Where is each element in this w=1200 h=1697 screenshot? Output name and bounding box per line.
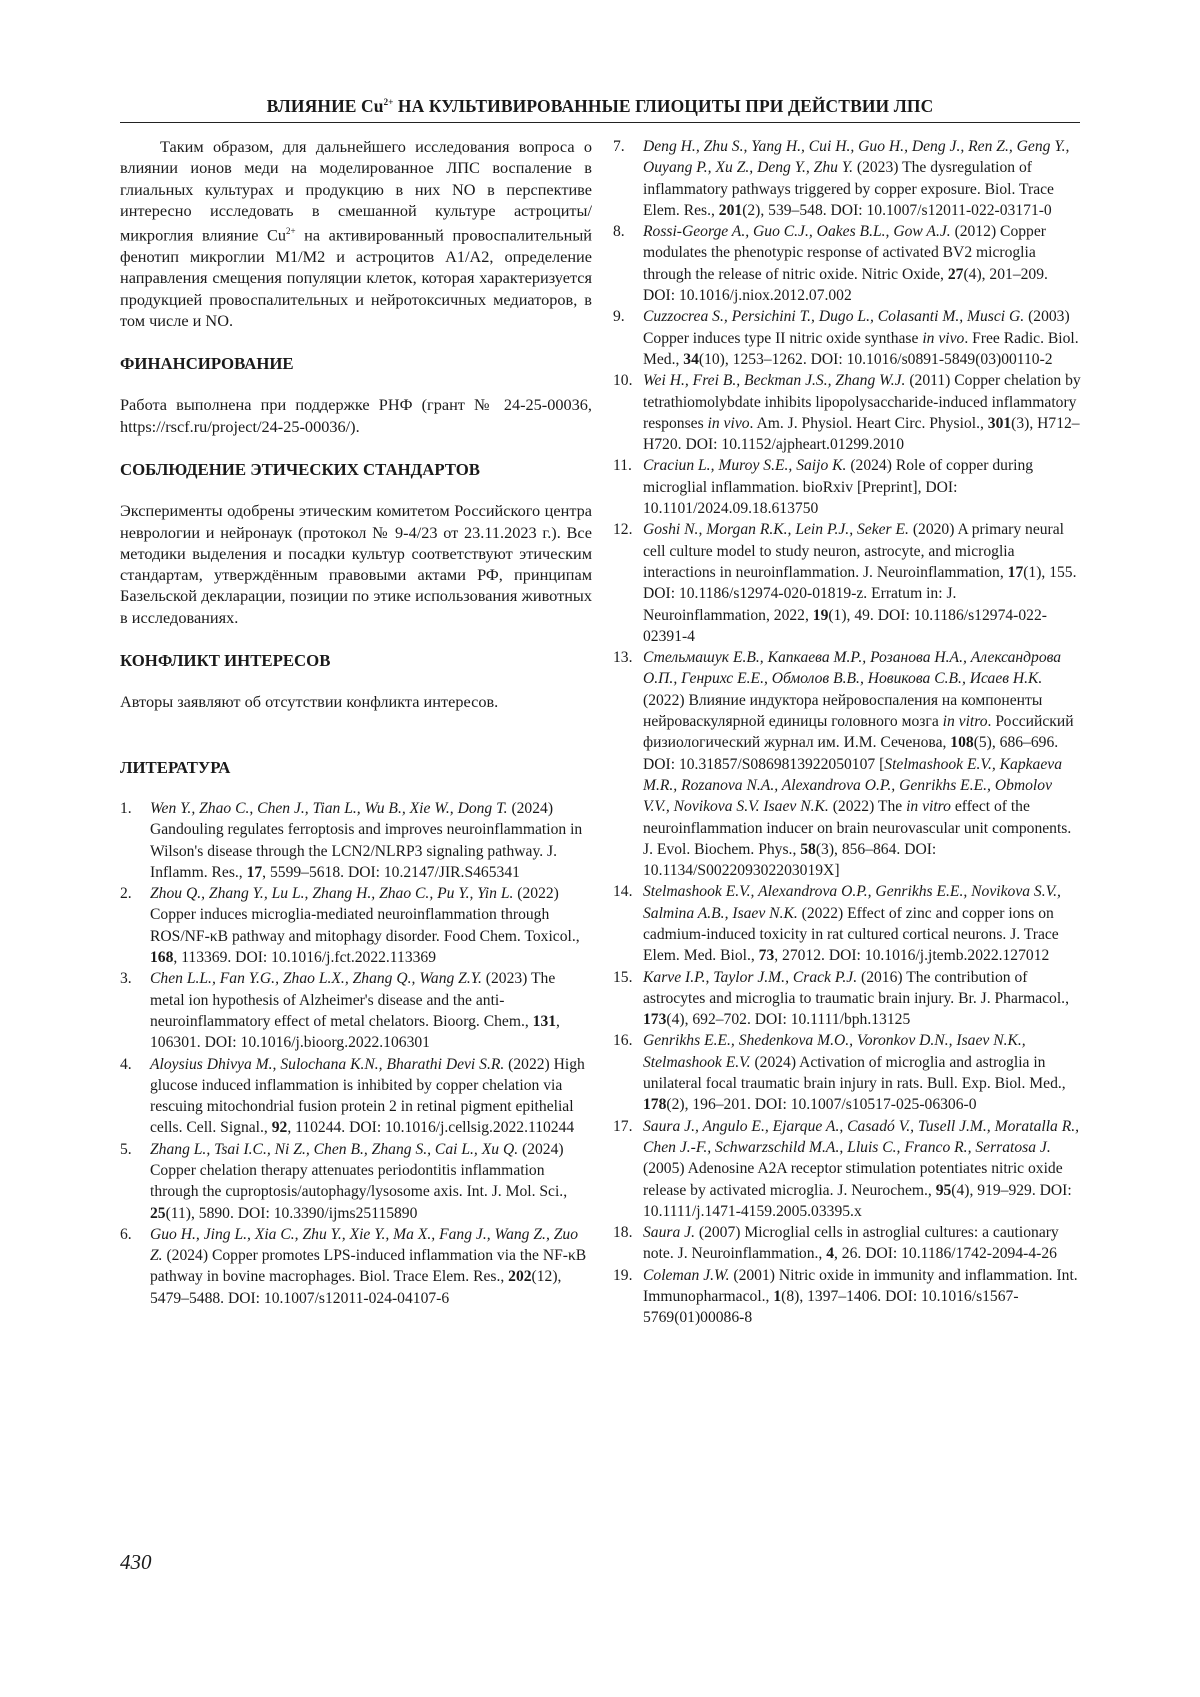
reference-item: 12. Goshi N., Morgan R.K., Lein P.J., Seker E. (2020) A primary neural cell culture model to study neuron, astrocyte, and microglia interactions in neuroinflammation. J. Neuroinflammation, 17(1), 155. DOI: 10.1186/s12974-020-01819-z. Erratum in: J. Neuroinflammation, 2022, 19(1), 49. DOI: 10.1186/s12974-022-02391-4 xyxy=(613,521,1077,645)
reference-item: 1. Wen Y., Zhao C., Chen J., Tian L., Wu B., Xie W., Dong T. (2024) Gandouling regulates ferroptosis and improves neuroinflammation in Wilson's disease through the LCN2/NLRP3 signaling pathway. J. Inflamm. Res., 17, 5599–5618. DOI: 10.2147/JIR.S465341 xyxy=(120,799,583,881)
reference-item: 9. Cuzzocrea S., Persichini T., Dugo L., Colasanti M., Musci G. (2003) Copper induces type II nitric oxide synthase in vivo. Free Radic. Biol. Med., 34(10), 1253–1262. DOI: 10.1016/s0891-5849(03)00110-2 xyxy=(613,308,1079,368)
reference-list-left xyxy=(120,798,592,1309)
reference-item: 19. Coleman J.W. (2001) Nitric oxide in immunity and inflammation. Int. Immunopharmacol., 1(8), 1397–1406. DOI: 10.1016/s1567-5769(01)00086-8 xyxy=(613,1266,1078,1327)
funding-heading: ФИНАНСИРОВАНИЕ xyxy=(120,354,294,374)
reference-item: 15. Karve I.P., Taylor J.M., Crack P.J. (2016) The contribution of astrocytes and microglia to traumatic brain injury. Br. J. Pharmacol., 173(4), 692–702. DOI: 10.1111/bph.13125 xyxy=(613,968,1069,1029)
reference-item: 13. Стельмашук Е.В., Капкаева М.Р., Розанова Н.А., Александрова О.П., Генрихс Е.Е., Обмолов В.В., Новикова С.В., Исаев Н.К. (2022) Влияние индуктора нейровоспаления на компоненты нейроваскулярной единицы головного мозга in vitro. Российский физиологический журнал им. И.М. Сеченова, 108(5), 686–696. DOI: 10.31857/S0869813922050107 [Stelmashook E.V., Kapkaeva M.R., Rozanova N.A., Alexandrova O.P., Genrikhs E.E., Obmolov V.V., Novikova S.V. Isaev N.K. (2022) The in vitro effect of the neuroinflammation inducer on brain neurovascular unit components. J. Evol. Biochem. Phys., 58(3), 856–864. DOI: 10.1134/S002209302203019X] xyxy=(613,649,1074,880)
reference-item: 11. Craciun L., Muroy S.E., Saijo K. (2024) Role of copper during microglial inflammation. bioRxiv [Preprint], DOI: 10.1101/2024.09.18.613750 xyxy=(613,457,1034,518)
conflict-text: Авторы заявляют об отсутствии конфликта интересов. xyxy=(120,692,499,712)
reference-item: 14. Stelmashook E.V., Alexandrova O.P., Genrikhs E.E., Novikova S.V., Salmina A.B., Isaev N.K. (2022) Effect of zinc and copper ions on cadmium-induced toxicity in rat cultured cortical neurons. J. Trace Elem. Med. Biol., 73, 27012. DOI: 10.1016/j.jtemb.2022.127012 xyxy=(613,883,1061,965)
left-column xyxy=(120,136,592,1309)
running-header: ВЛИЯНИЕ $Cu^{2+}$ НА КУЛЬТИВИРОВАННЫЕ ГЛИОЦИТЫ ПРИ ДЕЙСТВИИ ЛПС xyxy=(120,96,1080,123)
reference-item: 4. Aloysius Dhivya M., Sulochana K.N., Bharathi Devi S.R. (2022) High glucose induced inflammation is inhibited by copper chelation via rescuing mitochondrial fusion protein 2 in retinal pigment epithelial cells. Cell. Signal., 92, 110244. DOI: 10.1016/j.cellsig.2022.110244 xyxy=(120,1055,585,1137)
reference-item: 18. Saura J. (2007) Microglial cells in astroglial cultures: a cautionary note. J. Neuroinflammation., 4, 26. DOI: 10.1186/1742-2094-4-26 xyxy=(613,1224,1059,1263)
ethics-text: Эксперименты одобрены этическим комитетом Российского центра неврологии и нейронаук (протокол № 9-4/23 от 23.11.2023 г.). Все методики выделения и посадки культур соответствуют этическим стандартам, утверждённым правовыми актами РФ, принципам Базельской декларации, позиции по этике использования животных в исследованиях. xyxy=(120,501,592,627)
reference-item: 2. Zhou Q., Zhang Y., Lu L., Zhang H., Zhao C., Pu Y., Yin L. (2022) Copper induces microglia-mediated neuroinflammation through ROS/NF-κB pathway and mitophagy disorder. Food Chem. Toxicol., 168, 113369. DOI: 10.1016/j.fct.2022.113369 xyxy=(120,885,580,967)
reference-item: 7. Deng H., Zhu S., Yang H., Cui H., Guo H., Deng J., Ren Z., Geng Y., Ouyang P., Xu Z., Deng Y., Zhu Y. (2023) The dysregulation of inflammatory pathways triggered by copper exposure. Biol. Trace Elem. Res., 201(2), 539–548. DOI: 10.1007/s12011-022-03171-0 xyxy=(613,138,1070,219)
reference-item: 3. Chen L.L., Fan Y.G., Zhao L.X., Zhang Q., Wang Z.Y. (2023) The metal ion hypothesis of Alzheimer's disease and the anti-neuroinflammatory effect of metal chelators. Bioorg. Chem., 131, 106301. DOI: 10.1016/j.bioorg.2022.106301 xyxy=(120,970,560,1052)
reference-item: 6. Guo H., Jing L., Xia C., Zhu Y., Xie Y., Ma X., Fang J., Wang Z., Zuo Z. (2024) Copper promotes LPS-induced inflammation via the NF-κB pathway in bovine macrophages. Biol. Trace Elem. Res., 202(12), 5479–5488. DOI: 10.1007/s12011-024-04107-6 xyxy=(120,1225,587,1307)
reference-item: 5. Zhang L., Tsai I.C., Ni Z., Chen B., Zhang S., Cai L., Xu Q. (2024) Copper chelation therapy attenuates periodontitis inflammation through the cuproptosis/autophagy/lysosome axis. Int. J. Mol. Sci., 25(11), 5890. DOI: 10.3390/ijms25115890 xyxy=(120,1140,568,1222)
reference-item: 17. Saura J., Angulo E., Ejarque A., Casadó V., Tusell J.M., Moratalla R., Chen J.-F., Schwarzschild M.A., Lluis C., Franco R., Serratosa J. (2005) Adenosine A2A receptor stimulation potentiates nitric oxide release by activated microglia. J. Neurochem., 95(4), 919–929. DOI: 10.1111/j.1471-4159.2005.03395.x xyxy=(613,1117,1080,1220)
ethics-heading: СОБЛЮДЕНИЕ ЭТИЧЕСКИХ СТАНДАРТОВ xyxy=(120,459,480,479)
reference-item: 16. Genrikhs E.E., Shedenkova M.O., Voronkov D.N., Isaev N.K., Stelmashook E.V. (2024) Activation of microglia and astroglia in unilateral focal traumatic brain injury in rats. Bull. Exp. Biol. Med., 178(2), 196–201. DOI: 10.1007/s10517-025-06306-0 xyxy=(613,1032,1066,1114)
references-heading: ЛИТЕРАТУРА xyxy=(120,757,231,777)
conflict-heading: КОНФЛИКТ ИНТЕРЕСОВ xyxy=(120,651,331,671)
intro-paragraph: Таким образом, для дальнейшего исследования вопроса о влиянии ионов меди на моделированное ЛПС воспаление в глиальных культурах и продукцию в них NO в перспективе интересно исследовать в смешанной культуре астроциты/микроглия влияние $Cu^{2+}$ на активированный провоспалительный фенотип микроглии М1/М2 и астроцитов А1/А2, определение направления смещения популяции клеток, которая характеризуется продукцией провоспалительных и нейротоксичных медиаторов, в том числе и NO. xyxy=(120,137,592,330)
reference-item: 10. Wei H., Frei B., Beckman J.S., Zhang W.J. (2011) Copper chelation by tetrathiomolybdate inhibits lipopolysaccharide-induced inflammatory responses in vivo. Am. J. Physiol. Heart Circ. Physiol., 301(3), H712–H720. DOI: 10.1152/ajpheart.01299.2010 xyxy=(613,372,1081,454)
funding-text: Работа выполнена при поддержке РНФ (грант № 24-25-00036, https://rscf.ru/project/24-25-00036/). xyxy=(120,395,592,436)
page-number: 430 xyxy=(120,1550,152,1574)
reference-list-right xyxy=(613,136,1081,1329)
reference-item: 8. Rossi-George A., Guo C.J., Oakes B.L., Gow A.J. (2012) Copper modulates the phenotypic response of activated BV2 microglia through the release of nitric oxide. Nitric Oxide, 27(4), 201–209. DOI: 10.1016/j.niox.2012.07.002 xyxy=(613,223,1048,305)
